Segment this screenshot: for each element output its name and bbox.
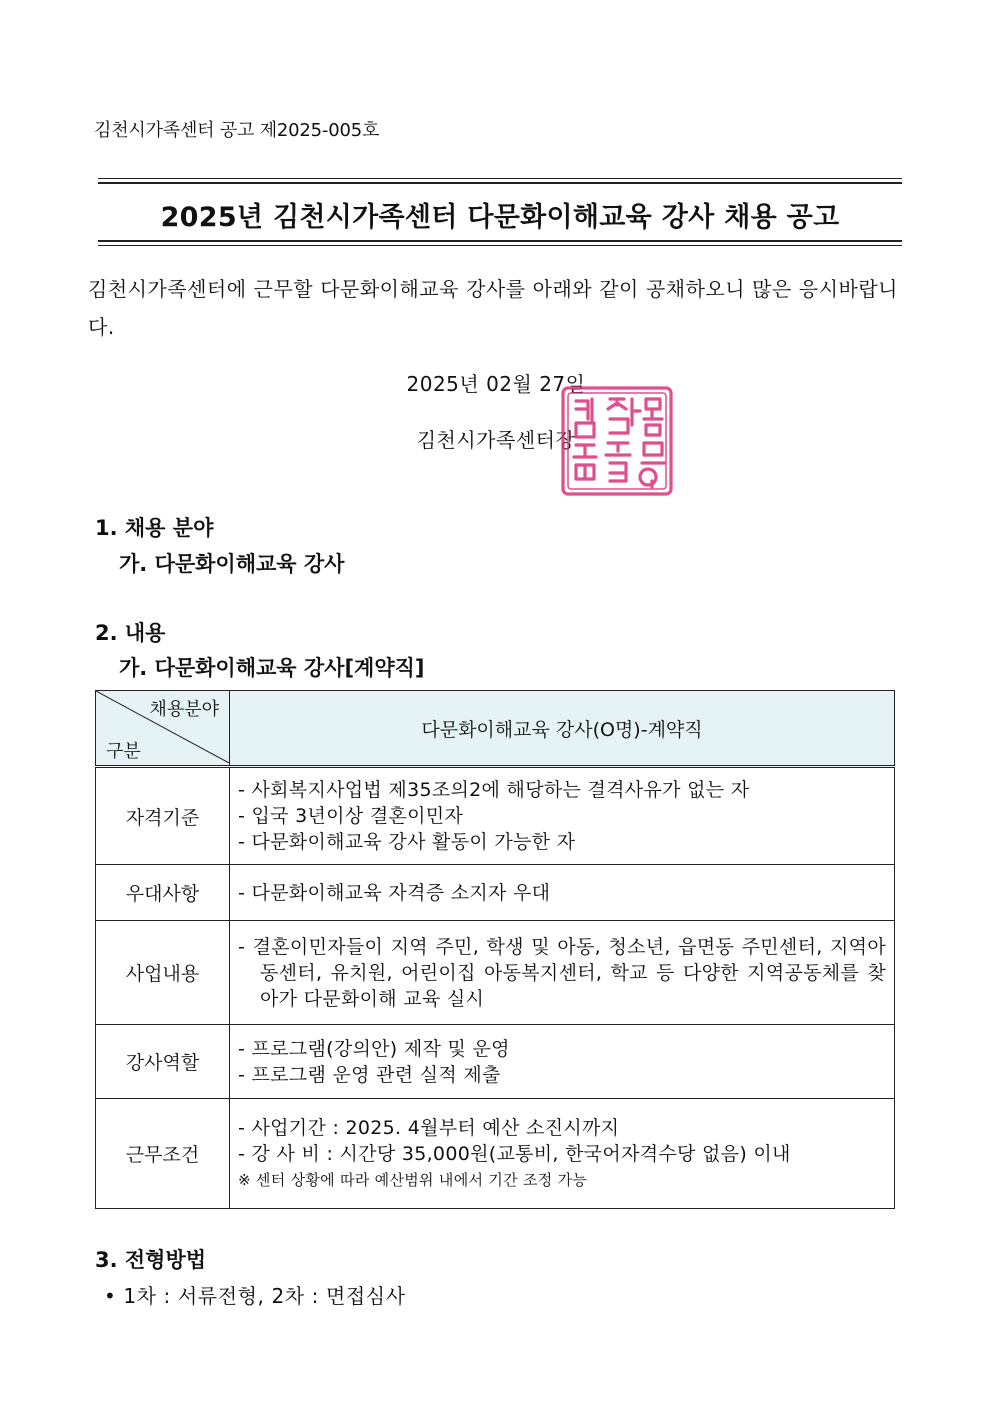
content-line: - 프로그램(강의안) 제작 및 운영 [238, 1037, 510, 1060]
issuer-name: 김천시가족센터장 [416, 428, 576, 452]
table-column-header: 다문화이해교육 강사(O명)-계약직 [230, 691, 895, 767]
content-line: - 프로그램 운영 관련 실적 제출 [238, 1063, 501, 1086]
content-line: - 결혼이민자들이 지역 주민, 학생 및 아동, 청소년, 읍면동 주민센터, 지역아동센터, 유치원, 어린이집 아동복지센터, 학교 등 다양한 지역공동체를 찾아가 다문화이해 교육 실시 [238, 935, 886, 1010]
row-label: 사업내용 [96, 921, 230, 1025]
selection-method-item: • 1차 : 서류전형, 2차 : 면접심사 [104, 1284, 406, 1308]
row-content [230, 865, 895, 921]
notice-date: 2025년 02월 27일 [406, 372, 586, 396]
row-label: 근무조건 [96, 1099, 230, 1209]
table-row [96, 921, 895, 1025]
title-top-rule [98, 178, 902, 184]
table-row [96, 865, 895, 921]
section-2-heading: 2. 내용 [95, 621, 166, 645]
content-note: ※ 센터 상황에 따라 예산범위 내에서 기간 조정 가능 [238, 1170, 588, 1189]
notice-number: 김천시가족센터 공고 제2025-005호 [94, 120, 380, 141]
content-line: - 입국 3년이상 결혼이민자 [238, 805, 464, 827]
content-line: - 다문화이해교육 자격증 소지자 우대 [238, 881, 551, 904]
section-1-item: 가. 다문화이해교육 강사 [119, 552, 345, 576]
row-label: 강사역할 [96, 1025, 230, 1099]
table-header-row [96, 691, 895, 767]
table-row [96, 1099, 895, 1209]
official-seal-icon [560, 385, 674, 497]
row-label: 우대사항 [96, 865, 230, 921]
table-corner-cell [96, 691, 230, 767]
row-content [230, 1025, 895, 1099]
document-title: 2025년 김천시가족센터 다문화이해교육 강사 채용 공고 [160, 202, 840, 233]
row-content [230, 767, 895, 865]
section-2-item: 가. 다문화이해교육 강사[계약직] [119, 656, 425, 680]
content-line: - 사회복지사업법 제35조의2에 해당하는 결격사유가 없는 자 [238, 779, 750, 801]
section-3-heading: 3. 전형방법 [95, 1248, 207, 1272]
job-details-table [95, 690, 895, 1209]
content-line: - 사업기간 : 2025. 4월부터 예산 소진시까지 [238, 1116, 620, 1139]
table-row [96, 1025, 895, 1099]
table-row [96, 767, 895, 865]
title-bottom-rule [98, 240, 902, 246]
row-label: 자격기준 [96, 767, 230, 865]
content-line: - 다문화이해교육 강사 활동이 가능한 자 [238, 831, 576, 853]
content-line: - 강 사 비 : 시간당 35,000원(교통비, 한국어자격수당 없음) 이내 [238, 1142, 791, 1165]
corner-label-field: 채용분야 [149, 699, 219, 720]
section-1-heading: 1. 채용 분야 [95, 516, 214, 540]
corner-label-category: 구분 [106, 741, 141, 762]
row-content [230, 921, 895, 1025]
intro-paragraph: 김천시가족센터에 근무할 다문화이해교육 강사를 아래와 같이 공채하오니 많은 응시바랍니다. [88, 277, 898, 339]
row-content [230, 1099, 895, 1209]
